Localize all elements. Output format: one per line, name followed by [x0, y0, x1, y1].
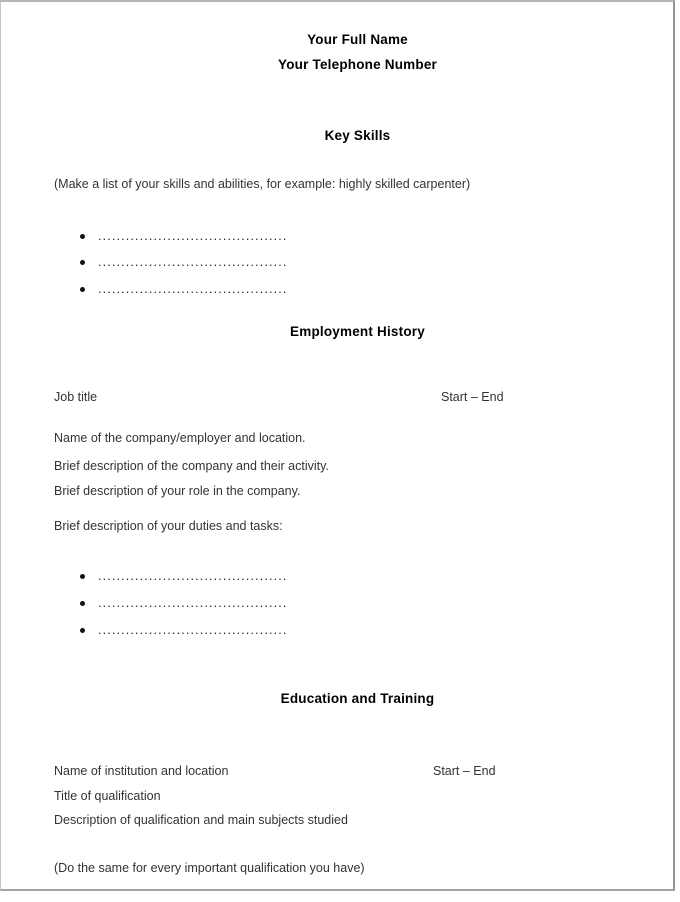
duties-intro-line: Brief description of your duties and tasks:: [54, 519, 283, 533]
telephone-heading: Your Telephone Number: [278, 57, 437, 72]
bullet-icon: [80, 628, 85, 633]
key-skills-hint: (Make a list of your skills and abilities, for example: highly skilled carpenter): [54, 177, 471, 191]
institution-label: Name of institution and location: [54, 764, 229, 778]
duties-bullet-placeholder: .........................................: [98, 596, 288, 610]
duties-bullet-placeholder: .........................................: [98, 569, 288, 583]
bullet-icon: [80, 574, 85, 579]
qualification-title-line: Title of qualification: [54, 789, 161, 803]
key-skills-bullet-item: [1, 282, 673, 296]
bullet-icon: [80, 287, 85, 292]
key-skills-bullet-placeholder: .........................................: [98, 229, 288, 243]
bullet-icon: [80, 234, 85, 239]
qualification-description-line: Description of qualification and main subjects studied: [54, 813, 348, 827]
education-note-line: (Do the same for every important qualification you have): [54, 861, 365, 875]
bullet-icon: [80, 601, 85, 606]
duties-bullet-item: [1, 596, 673, 610]
employment-date-range: Start – End: [441, 390, 504, 404]
company-name-line: Name of the company/employer and location.: [54, 431, 306, 445]
key-skills-bullet-placeholder: .........................................: [98, 255, 288, 269]
duties-bullet-item: [1, 623, 673, 637]
key-skills-section-title: Key Skills: [324, 128, 391, 143]
education-section-title: Education and Training: [280, 691, 435, 706]
company-activity-line: Brief description of the company and their activity.: [54, 459, 329, 473]
role-description-line: Brief description of your role in the company.: [54, 484, 301, 498]
bullet-icon: [80, 260, 85, 265]
key-skills-bullet-placeholder: .........................................: [98, 282, 288, 296]
key-skills-bullet-item: [1, 229, 673, 243]
key-skills-bullet-item: [1, 255, 673, 269]
full-name-heading: Your Full Name: [307, 32, 408, 47]
employment-section-title: Employment History: [290, 324, 425, 339]
duties-bullet-placeholder: .........................................: [98, 623, 288, 637]
duties-bullet-item: [1, 569, 673, 583]
education-date-range: Start – End: [433, 764, 496, 778]
job-title-label: Job title: [54, 390, 98, 404]
